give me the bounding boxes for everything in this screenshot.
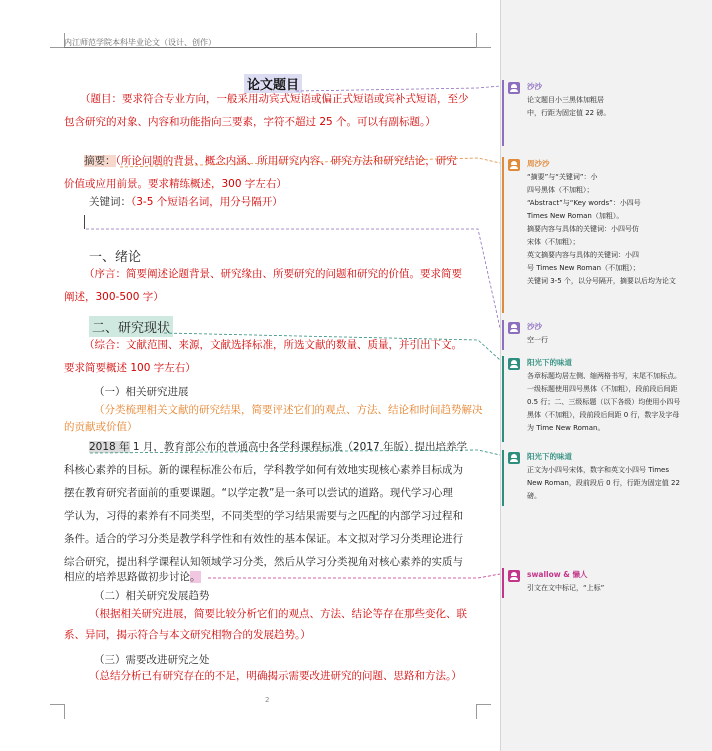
crop-mark-bottom-right <box>476 704 491 719</box>
comment-2[interactable] <box>502 157 706 313</box>
comment-5-author: 阳光下的味道 <box>527 452 572 461</box>
comment-6-line: 引文在文中标记，“上标” <box>527 584 605 592</box>
abstract-line-2[interactable]: 价值或应用前景。要求精练概述，300 字左右） <box>64 178 287 190</box>
comment-3-bar <box>502 320 504 350</box>
comment-3-author: 沙沙 <box>527 322 542 331</box>
section-1-line-1[interactable]: （序言：简要阐述论题背景、研究缘由、所要研究的问题和研究的价值。要求简要 <box>84 268 462 280</box>
section-1-line-2[interactable]: 阐述，300-500 字） <box>64 291 164 303</box>
comment-5-line: 正文为小四号宋体，数字和英文小四号 Times <box>527 466 670 474</box>
comment-2-line: 关键词 3-5 个，以分号隔开，摘要以后均为论文 <box>527 277 676 285</box>
subsection-1-note-line-2[interactable]: 的贡献或价值） <box>64 421 138 433</box>
title-note-line-2[interactable]: 包含研究的对象、内容和功能指向三要素，字符不超过 25 个。可以有副标题。） <box>64 116 436 128</box>
comment-4-line: 为 Time New Roman。 <box>527 424 605 432</box>
comment-5-line: New Roman，段前段后 0 行，行距为固定值 22 <box>527 479 680 487</box>
subsection-2-note-line-2[interactable]: 系、异同，揭示符合与本文研究相物合的发展趋势。） <box>64 629 311 641</box>
comment-3-body <box>527 334 702 347</box>
comment-5-bar <box>502 450 504 506</box>
header-rule <box>64 47 476 48</box>
comment-1-bar <box>502 80 504 146</box>
citation-superscript-marker[interactable]: 。 <box>190 571 201 583</box>
comment-1[interactable] <box>502 80 706 146</box>
abstract-row[interactable] <box>84 150 457 173</box>
user-avatar-icon <box>508 82 520 94</box>
abstract-label: 摘要： <box>84 155 116 167</box>
subsection-3-note[interactable]: （总结分析已有研究存在的不足，明确揭示需要改进研究的问题、思路和方法。） <box>89 670 462 682</box>
comment-4-line: 一级标题使用四号黑体（不加粗），段前段后间距 <box>527 385 678 393</box>
comment-6-author: swallow & 懒人 <box>527 570 588 579</box>
document-title[interactable]: 论文题目 <box>244 74 302 93</box>
comment-2-bar <box>502 157 504 313</box>
section-2-heading[interactable]: 二、研究现状 <box>89 316 173 337</box>
comment-4[interactable] <box>502 356 706 442</box>
comment-5-line: 磅。 <box>527 492 541 500</box>
comment-2-line: 四号黑体（不加粗）； <box>527 186 594 194</box>
comment-4-author: 阳光下的味道 <box>527 358 572 367</box>
section-1-heading[interactable]: 一、绪论 <box>89 250 142 265</box>
comment-1-body <box>527 94 702 120</box>
comment-2-line: 宋体（不加粗）； <box>527 238 580 246</box>
user-avatar-icon <box>508 322 520 334</box>
comment-2-author: 周沙沙 <box>527 159 550 168</box>
page-number: 2 <box>265 696 270 704</box>
crop-mark-bottom-left <box>50 704 65 719</box>
comment-3[interactable] <box>502 320 706 350</box>
keywords-row[interactable] <box>89 191 283 214</box>
comment-4-body <box>527 370 702 435</box>
user-avatar-icon <box>508 570 520 582</box>
body-line-6[interactable]: 综合研究，提出科学课程认知领域学习分类，然后从学习分类视角对核心素养的实质与 <box>64 556 463 568</box>
comment-6[interactable] <box>502 568 706 598</box>
title-note-line-1[interactable]: （题目：要求符合专业方向，一般采用动宾式短语或偏正式短语或宾补式短语，至少 <box>80 93 469 105</box>
body-line-7-text: 相应的培养思路做初步讨论 <box>64 571 190 583</box>
body-line-4[interactable]: 学认为，习得的素养有不同类型，不同类型的学习结果需要与之匹配的内部学习过程和 <box>64 510 463 522</box>
subsection-2-heading[interactable]: （二）相关研究发展趋势 <box>94 590 210 602</box>
comment-2-line: “摘要”与“关键词”：小 <box>527 173 598 181</box>
subsection-1-note-line-1[interactable]: （分类梳理相关文献的研究结果，简要评述它们的观点、方法、结论和时间趋势解决 <box>94 404 483 416</box>
body-line-1[interactable] <box>89 436 467 459</box>
comment-4-bar <box>502 356 504 442</box>
body-line-2[interactable]: 科核心素养的目标。新的课程标准公布后，学科教学如何有效地实现核心素养目标成为 <box>64 464 463 476</box>
user-avatar-icon <box>508 159 520 171</box>
subsection-2-note-line-1[interactable]: （根据相关研究进展，简要比较分析它们的观点、方法、结论等存在那些变化、联 <box>89 608 467 620</box>
comment-4-line: 各章标题均居左侧、缩两格书写，末尾不加标点。 <box>527 372 681 380</box>
comment-2-line: “Abstract”与“Key words”：小四号 <box>527 199 641 207</box>
body-line-3[interactable]: 摆在教育研究者面前的重要课题。“以学定教”是一条可以尝试的道路。现代学习心理 <box>64 487 453 499</box>
page-header: 内江师范学院本科毕业论文（设计、创作） <box>64 38 216 47</box>
comment-1-line: 中，行距为固定值 22 磅。 <box>527 109 611 117</box>
user-avatar-icon <box>508 358 520 370</box>
comment-2-line: 摘要内容与具体的关键词：小四号仿 <box>527 225 639 233</box>
comment-1-line: 论文题目小三黑体加粗居 <box>527 96 604 104</box>
comment-6-bar <box>502 568 504 598</box>
body-line-5[interactable]: 条件。适合的学习分类是教学科学性和有效性的基本保证。本文拟对学习分类理论进行 <box>64 533 463 545</box>
comment-2-line: 英文摘要内容与具体的关键词：小四 <box>527 251 639 259</box>
text-cursor <box>84 215 85 229</box>
comment-4-line: 黑体（不加粗），段前段后间距 0 行，数字及字母 <box>527 411 680 419</box>
body-line-1-text: 1 月，教育部公布的普通高中各学科课程标准（2017 年版）提出培养学 <box>129 441 467 453</box>
abstract-line-1: （所论问题的背景、概念内涵、所用研究内容、研究方法和研究结论，研究 <box>115 155 457 167</box>
crop-mark-top-left <box>50 33 65 48</box>
comment-2-line: 号 Times New Roman（不加粗）； <box>527 264 640 272</box>
comment-6-body <box>527 582 702 595</box>
comment-2-body <box>527 171 702 288</box>
user-avatar-icon <box>508 452 520 464</box>
subsection-3-heading[interactable]: （三）需要改进研究之处 <box>94 654 210 666</box>
section-2-line-2[interactable]: 要求简要概述 100 字左右） <box>64 362 196 374</box>
comment-5-body <box>527 464 702 503</box>
comment-5[interactable] <box>502 450 706 506</box>
keywords-label: 关键词： <box>89 196 131 208</box>
subsection-1-heading[interactable]: （一）相关研究进展 <box>94 386 189 398</box>
comment-4-line: 0.5 行；二、三级标题（以下各级）均使用小四号 <box>527 398 681 406</box>
comment-2-line: Times New Roman（加粗）。 <box>527 212 624 220</box>
crop-mark-top-right <box>476 33 491 48</box>
section-2-line-1[interactable]: （综合：文献范围、来源，文献选择标准，所选文献的数量、质量，并引出下文。 <box>84 339 462 351</box>
body-year-highlight: 2018 年 <box>89 441 130 453</box>
keywords-text: （3-5 个短语名词，用分号隔开） <box>131 196 283 208</box>
comment-3-line: 空一行 <box>527 336 548 344</box>
comment-1-author: 沙沙 <box>527 82 542 91</box>
